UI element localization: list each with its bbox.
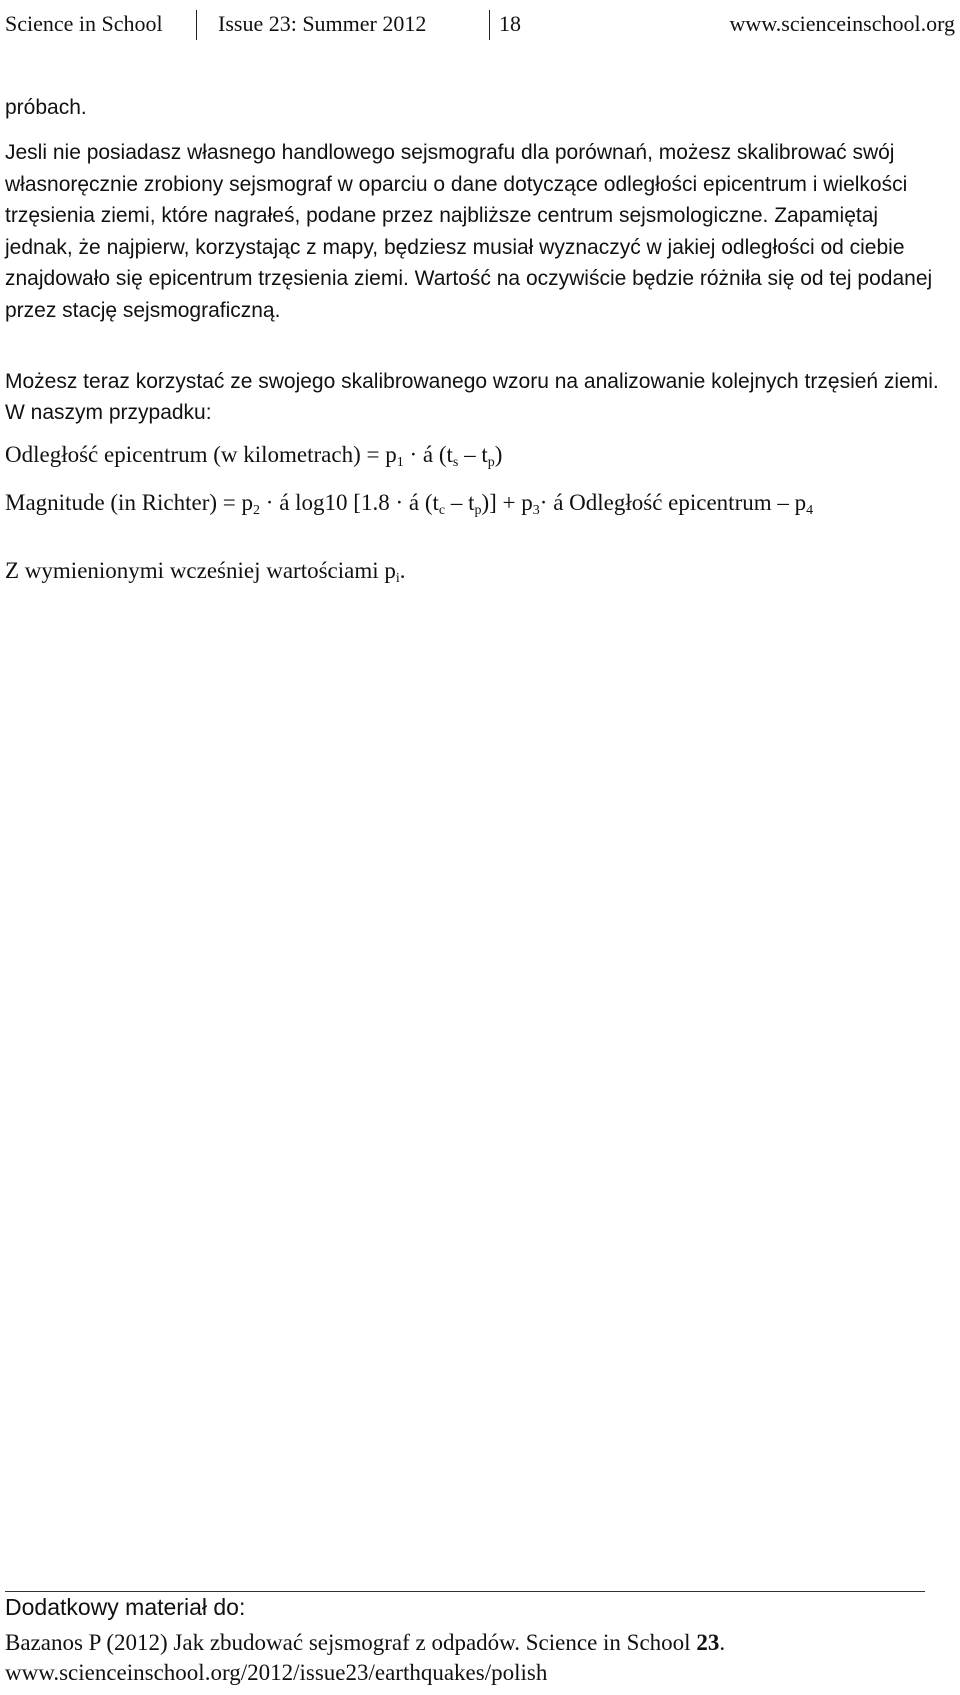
header-url: www.scienceinschool.org xyxy=(729,11,955,36)
closing-text: Z wymienionymi wcześniej wartościami p xyxy=(5,558,396,583)
formula-text: Magnitude (in Richter) = p xyxy=(5,490,254,515)
formula-subscript: 3 xyxy=(532,503,540,518)
footer-label: Dodatkowy materiał do: xyxy=(5,1594,246,1620)
citation-text: . xyxy=(719,1630,726,1655)
calibration-paragraph: Jesli nie posiadasz własnego handlowego sejsmografu dla porównań, możesz skalibrować swój własnoręcznie zrobiony sejsmograf w oparciu o dane dotyczące odległości epicentrum i wielkości trzęsienia ziemi, które nagrałeś, podane przez najbliższe centrum sejsmologiczne. Zapamiętaj jednak, że najpierw, korzystając z mapy, będziesz musiał wyznaczyć w jakiej odległości od ciebie znajdowało się epicentrum trzęsienia ziemi. Wartość na oczywiście będzie różniła się od tej podanej przez stację sejsmograficzną. xyxy=(5,141,933,322)
closing-sentence xyxy=(5,556,950,586)
header-divider xyxy=(196,10,197,40)
issue-label: Issue 23: Summer 2012 xyxy=(218,11,427,36)
citation-text: Bazanos P (2012) Jak zbudować sejsmograf z odpadów. Science in School xyxy=(5,1630,697,1655)
distance-formula xyxy=(5,440,950,470)
formula-text: Odległość epicentrum (w kilometrach) = p xyxy=(5,442,397,467)
formula-text: )] + p xyxy=(481,490,533,515)
page-header xyxy=(5,6,955,42)
formula-subscript: c xyxy=(438,503,446,518)
formula-subscript: 1 xyxy=(396,455,404,470)
footer-citation xyxy=(5,1628,950,1688)
header-divider xyxy=(489,10,490,40)
magnitude-formula xyxy=(5,485,950,521)
formula-text: · á Odległość epicentrum – p xyxy=(539,490,807,515)
formula-intro-paragraph: Możesz teraz korzystać ze swojego skalibrowanego wzoru na analizowanie kolejnych trzęsień ziemi. W naszym przypadku: xyxy=(5,370,939,424)
formula-text: ) xyxy=(494,442,503,467)
page-number: 18 xyxy=(499,11,521,36)
formula-subscript: 4 xyxy=(806,503,814,518)
citation-url[interactable]: www.scienceinschool.org/2012/issue23/earthquakes/polish xyxy=(5,1660,548,1685)
formula-text: – t xyxy=(445,490,475,515)
formula-subscript: s xyxy=(452,455,459,470)
formula-text: · á (t xyxy=(403,442,453,467)
formula-subscript: p xyxy=(474,503,482,518)
formula-text: – t xyxy=(458,442,488,467)
formula-subscript: 2 xyxy=(253,503,261,518)
formula-subscript: p xyxy=(487,455,495,470)
formula-subscript: i xyxy=(395,571,400,586)
continuation-text: próbach. xyxy=(5,96,87,119)
journal-title: Science in School xyxy=(5,11,163,36)
formula-text: · á log10 [1.8 · á (t xyxy=(260,490,439,515)
closing-text: . xyxy=(399,558,406,583)
citation-volume: 23 xyxy=(696,1630,720,1655)
